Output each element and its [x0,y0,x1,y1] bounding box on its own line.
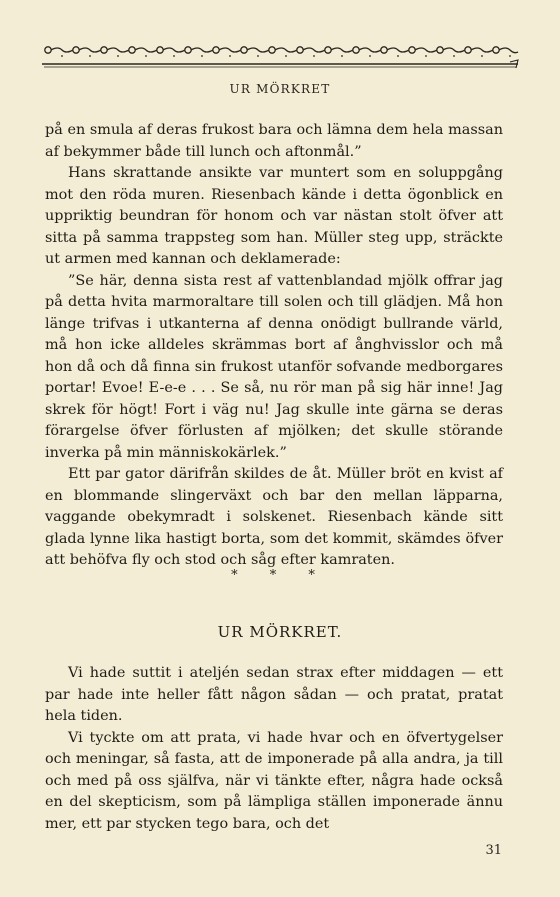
running-head: UR MÖRKRET [229,82,331,96]
body-text-top [45,120,503,572]
paragraph: ”Se här, denna sista rest af vattenblandad mjölk offrar jag på detta hvita marmoraltare till solen och till glädjen. Må hon länge trifvas i utkanterna af denna onödigt bullrande värld, må hon icke alldeles skrämmas bort af ånghvisslor och må hon då och då finna sin frukost utanför sofvande medborgares portar! Evoe! E-e-e . . . Se så, nu rör man på sig här inne! Jag skrek för högt! Fort i väg nu! Jag skulle inte gärna se deras förargelse öfver förlusten af mjölken; det skulle störande inverka på min människokärlek.” [45,272,503,461]
body-text-bottom [45,663,503,835]
page-number: 31 [485,843,502,858]
paragraph: Vi hade suttit i ateljén sedan strax efter middagen — ett par hade inte heller fått någon sådan — och pratat, pratat hela tiden. [45,665,503,724]
paragraph: Ett par gator därifrån skildes de åt. Müller bröt en kvist af en blommande slingerväxt och bar den mellan läpparna, vaggande obekymradt i solskenet. Riesenbach kände sitt glada lynne lika hastigt borta, som det kommit, skämdes öfver att behöfva fly och stod och såg efter kamraten. [45,466,503,568]
chapter-title: UR MÖRKRET. [217,623,343,641]
paragraph: Vi tyckte om att prata, vi hade hvar och en öfvertygelser och meningar, så fasta, att de imponerade på alla andra, ja till och med på oss själfva, när vi tänkte efter, några hade också en del skepticism, som på lämpliga ställen imponerade ännu mer, ett par stycken tego bara, och det [45,729,503,832]
section-separator: * * * [231,568,329,583]
paragraph: Hans skrattande ansikte var muntert som en soluppgång mot den röda muren. Riesenbach kände i detta ögonblick en uppriktig beundran för honom och var nästan stolt öfver att sitta på samma trappsteg som han. Müller steg upp, sträckte ut armen med kannan och deklamerade: [45,165,503,267]
header-ornament [40,40,520,76]
paragraph: på en smula af deras frukost bara och lämna dem hela massan af bekymmer både till lunch och aftonmål.” [45,122,503,160]
